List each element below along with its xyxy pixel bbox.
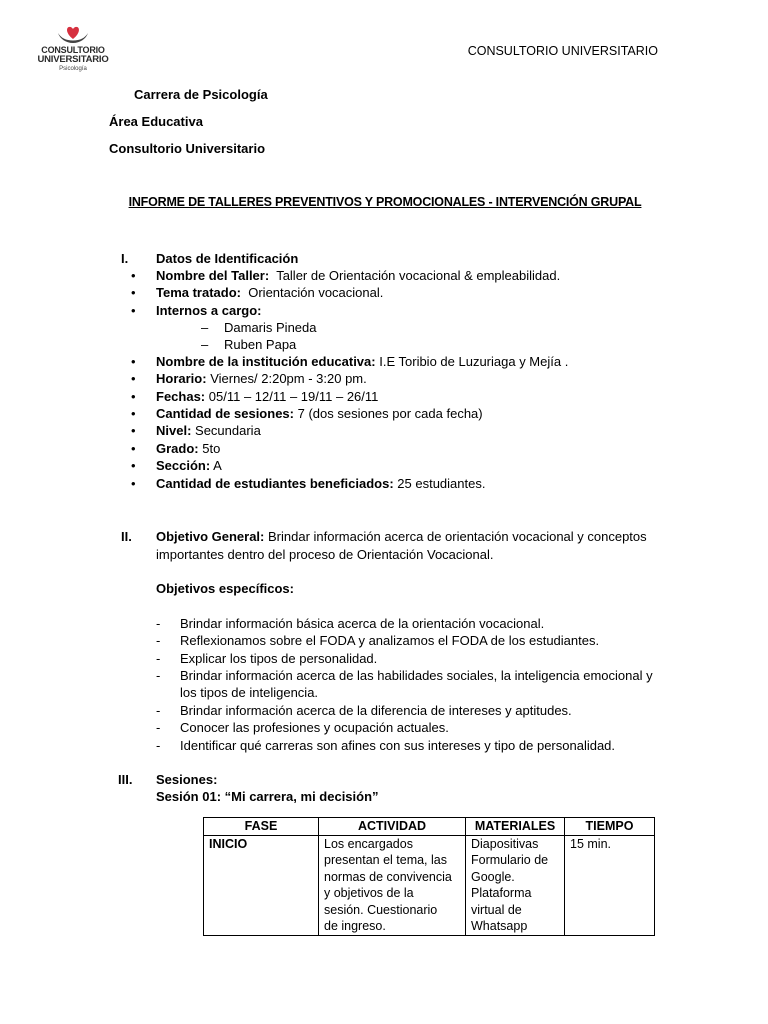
header-activity: ACTIVIDAD [319,818,466,836]
logo-line-1: CONSULTORIO [41,45,105,55]
consultorio-logo [30,24,116,74]
specific-heading: Objetivos específicos: [156,581,294,596]
sessions-item [156,405,483,422]
section-1-heading: Datos de Identificación [156,251,299,266]
activity-line: Los encargados [324,836,413,851]
dates-label: Fechas: [156,389,206,404]
list-item: • [131,423,136,438]
list-item: • [131,371,136,386]
list-item: • [131,476,136,491]
workshop-item [156,267,560,284]
materials-line: Whatsapp [471,919,528,933]
students-item [156,475,485,492]
general-label: Objetivo General: [156,529,265,544]
objective-6: Conocer las profesiones y ocupación actuales. [180,720,449,735]
session-table [203,817,655,936]
interns-label: Internos a cargo: [156,303,262,318]
institution-label: Nombre de la institución educativa: [156,354,376,369]
objective-5: Brindar información acerca de la diferencia de intereses y aptitudes. [180,703,572,718]
header-phase: FASE [204,818,319,836]
intern-1: Damaris Pineda [224,320,317,335]
sessions-label: Cantidad de sesiones: [156,406,294,421]
dates-item [156,388,378,405]
list-item: • [131,303,136,318]
section-label: Sección: [156,458,211,473]
activity-line: y objetivos de la [324,886,414,900]
list-item: - [156,703,161,718]
workshop-label: Nombre del Taller: [156,268,270,283]
section-item [156,457,222,474]
list-item: - [156,633,161,648]
section-3-numeral: III. [118,772,133,787]
objective-3: Explicar los tipos de personalidad. [180,651,378,666]
materials-line: virtual de [471,902,522,917]
sessions-value: 7 (dos sesiones por cada fecha) [297,406,483,421]
activity-line: presentan el tema, las [324,853,447,867]
workshop-value: Taller de Orientación vocacional & empleabilidad. [276,268,561,283]
general-objective [156,528,647,545]
materials-line: Plataforma [471,886,532,900]
cell-activity [319,835,466,935]
topic-label: Tema tratado: [156,285,241,300]
header-materials: MATERIALES [466,818,565,836]
level-item [156,422,261,439]
grade-item [156,440,220,457]
list-item: – [201,337,209,352]
heart-hands-icon [55,24,91,46]
list-item: – [201,320,209,335]
students-value: 25 estudiantes. [397,476,486,491]
schedule-label: Horario: [156,371,207,386]
activity-line: de ingreso. [324,919,386,933]
objective-7: Identificar qué carreras son afines con sus intereses y tipo de personalidad. [180,738,616,753]
office-line: Consultorio Universitario [109,141,266,156]
header-time: TIEMPO [565,818,655,836]
table-row [204,835,655,935]
level-value: Secundaria [195,423,261,438]
logo-line-3: Psicología [59,66,87,72]
section-3-heading: Sesiones: [156,772,218,787]
section-1-numeral: I. [121,251,129,266]
section-2-numeral: II. [121,529,132,544]
list-item: - [156,616,161,631]
header-title: CONSULTORIO UNIVERSITARIO [467,44,658,58]
topic-value: Orientación vocacional. [248,285,384,300]
objective-4b: los tipos de inteligencia. [180,685,319,700]
cell-materials [466,835,565,935]
cell-phase: INICIO [204,835,319,935]
activity-line: sesión. Cuestionario [324,902,438,917]
list-item: • [131,268,136,283]
career-line: Carrera de Psicología [134,87,268,102]
objective-2: Reflexionamos sobre el FODA y analizamos el FODA de los estudiantes. [180,633,600,648]
materials-line: Formulario de [471,853,549,867]
logo-line-2: UNIVERSITARIO [37,54,109,65]
activity-line: normas de convivencia [324,869,452,884]
table-header-row [204,818,655,836]
list-item: • [131,389,136,404]
report-title: INFORME DE TALLERES PREVENTIVOS Y PROMOCIONALES - INTERVENCIÓN GRUPAL [128,195,642,209]
institution-value: I.E Toribio de Luzuriaga y Mejía . [379,354,569,369]
general-line-2: importantes dentro del proceso de Orientación Vocacional. [156,547,494,562]
area-line: Área Educativa [109,114,203,129]
grade-label: Grado: [156,441,199,456]
session-title: Sesión 01: “Mi carrera, mi decisión” [156,789,379,804]
materials-line: Diapositivas [471,836,539,851]
topic-item [156,284,383,301]
schedule-value: Viernes/ 2:20pm - 3:20 pm. [210,371,367,386]
grade-value: 5to [202,441,221,456]
objective-1: Brindar información básica acerca de la orientación vocacional. [180,616,545,631]
list-item: - [156,720,161,735]
list-item: - [156,738,161,753]
materials-line: Google. [471,869,515,884]
institution-item [156,353,568,370]
objective-4a: Brindar información acerca de las habilidades sociales, la inteligencia emocional y [180,668,653,683]
list-item: - [156,651,161,666]
dates-value: 05/11 – 12/11 – 19/11 – 26/11 [208,389,379,404]
list-item: • [131,458,136,473]
students-label: Cantidad de estudiantes beneficiados: [156,476,394,491]
list-item: • [131,354,136,369]
cell-time: 15 min. [565,835,655,935]
level-label: Nivel: [156,423,192,438]
schedule-item [156,370,367,387]
list-item: - [156,668,161,683]
list-item: • [131,406,136,421]
intern-2: Ruben Papa [224,337,297,352]
list-item: • [131,441,136,456]
general-line-1: Brindar información acerca de orientación vocacional y conceptos [268,529,647,544]
section-value: A [213,458,222,473]
list-item: • [131,285,136,300]
